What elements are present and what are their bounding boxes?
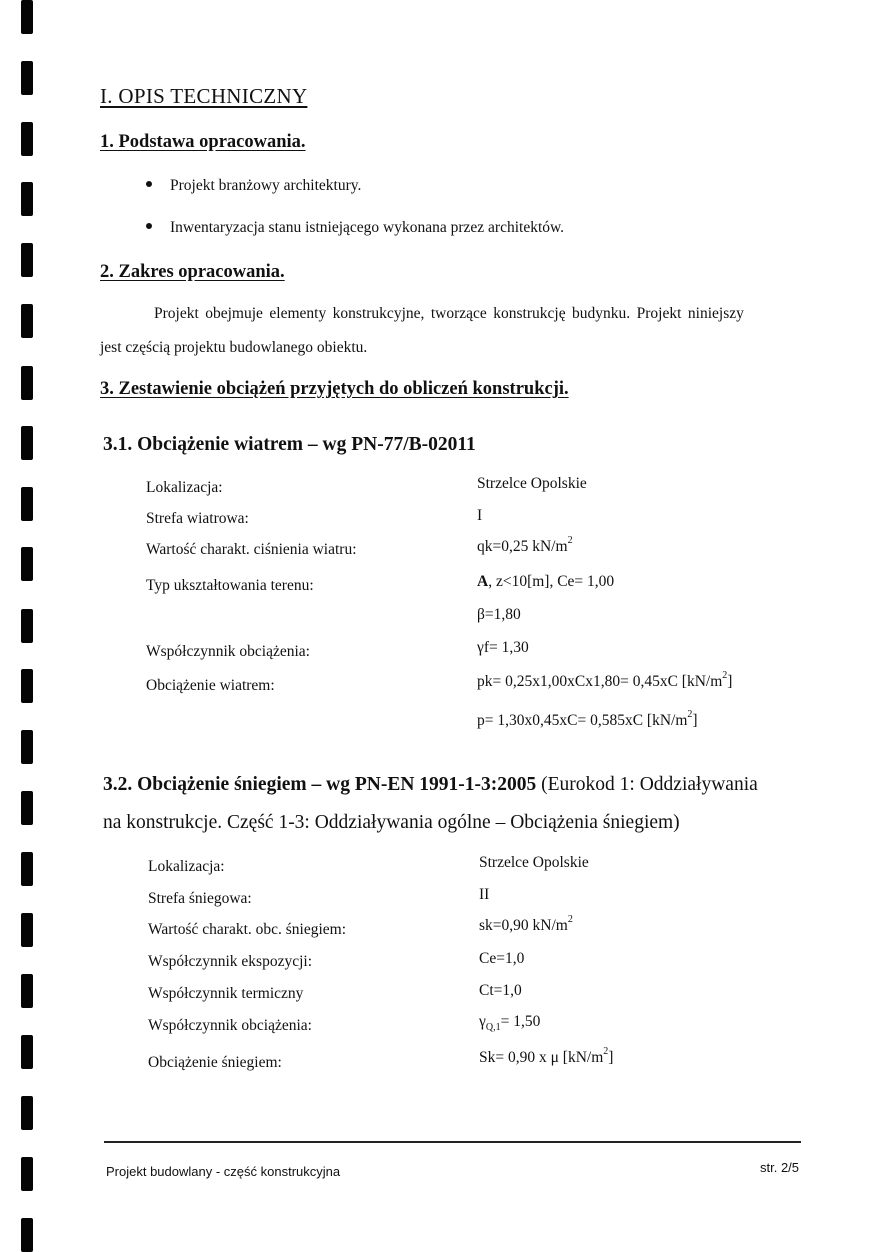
bullet-icon [146,223,152,229]
bullet-text: Inwentaryzacja stanu istniejącego wykonana przez architektów. [170,219,565,236]
section-1-heading: 1. Podstawa opracowania. [100,132,306,152]
row-value: Ce=1,0 [479,950,525,967]
punch-mark [21,304,33,338]
punch-mark [21,426,33,460]
section-3-heading: 3. Zestawienie obciążeń przyjętych do obliczeń konstrukcji. [100,379,569,399]
subsection-3-2-heading: 3.2. Obciążenie śniegiem – wg PN-EN 1991-1-3:2005 (Eurokod 1: Oddziaływania [103,774,758,795]
row-value: sk=0,90 $kN/m^2$ [479,914,573,934]
punch-mark [21,1035,33,1069]
row-label: Strefa śniegowa: [148,890,252,907]
row-value: p= 1,30x0,45xC= 0,585xC $[kN/m^2]$ [477,709,698,729]
punch-mark [21,182,33,216]
page-number: str. 2/5 [760,1160,800,1175]
row-label: Typ ukształtowania terenu: [146,577,314,594]
row-label: Współczynnik termiczny [148,985,304,1002]
punch-mark [21,366,33,400]
punch-mark [21,669,33,703]
punch-mark [21,609,33,643]
subsection-3-1-heading: 3.1. Obciążenie wiatrem – wg PN-77/B-02011 [103,434,476,455]
row-value: Ct=1,0 [479,982,522,999]
section-2-heading: 2. Zakres opracowania. [100,262,285,282]
bullet-item [146,177,361,195]
footer-divider [104,1141,801,1143]
bullet-text: Projekt branżowy architektury. [170,177,362,194]
document-title: I. OPIS TECHNICZNY [100,84,308,108]
section-2-paragraph-line1: Projekt obejmuje elementy konstrukcyjne, tworzące konstrukcję budynku. Projekt niniejszy [154,305,744,322]
row-value: pk= 0,25x1,00xCx1,80= 0,45xC $[kN/m^2]$ [477,670,733,690]
punch-mark [21,487,33,521]
punch-mark [21,1096,33,1130]
row-value: I [477,507,483,524]
punch-mark [21,974,33,1008]
punch-mark [21,0,33,34]
row-label: Wartość charakt. obc. śniegiem: [148,921,347,938]
punch-mark [21,730,33,764]
row-value: A, z<10[m], Ce= 1,00 [477,573,615,590]
punch-mark [21,61,33,95]
row-value: Strzelce Opolskie [477,475,587,492]
punch-mark [21,852,33,886]
row-value: Strzelce Opolskie [479,854,589,871]
row-value: $\gamma_{Q,1}= 1,50$ [479,1013,541,1034]
footer-left-text: Projekt budowlany - część konstrukcyjna [106,1164,341,1179]
row-value: qk=0,25 $kN/m^2$ [477,535,573,555]
bullet-item [146,219,564,237]
punch-mark [21,913,33,947]
row-value: β=1,80 [477,606,521,623]
row-label: Współczynnik obciążenia: [148,1017,312,1034]
punch-mark [21,1157,33,1191]
punch-mark [21,1218,33,1252]
row-label: Wartość charakt. ciśnienia wiatru: [146,541,357,558]
section-2-paragraph-line2: jest częścią projektu budowlanego obiektu. [100,339,368,356]
row-value: Sk= 0,90 x μ $[kN/m^2]$ [479,1046,614,1066]
row-value: γf= 1,30 [477,639,529,656]
subsection-3-2-heading-line2: na konstrukcje. Część 1-3: Oddziaływania ogólne – Obciążenia śniegiem) [103,812,680,833]
punch-mark [21,791,33,825]
punch-mark [21,243,33,277]
punch-mark [21,122,33,156]
bullet-icon [146,181,152,187]
punch-mark [21,547,33,581]
row-label: Obciążenie śniegiem: [148,1054,282,1071]
row-label: Obciążenie wiatrem: [146,677,275,694]
row-label: Lokalizacja: [148,858,225,875]
row-value: II [479,886,490,903]
row-label: Współczynnik ekspozycji: [148,953,312,970]
row-label: Współczynnik obciążenia: [146,643,310,660]
row-label: Lokalizacja: [146,479,223,496]
row-label: Strefa wiatrowa: [146,510,249,527]
